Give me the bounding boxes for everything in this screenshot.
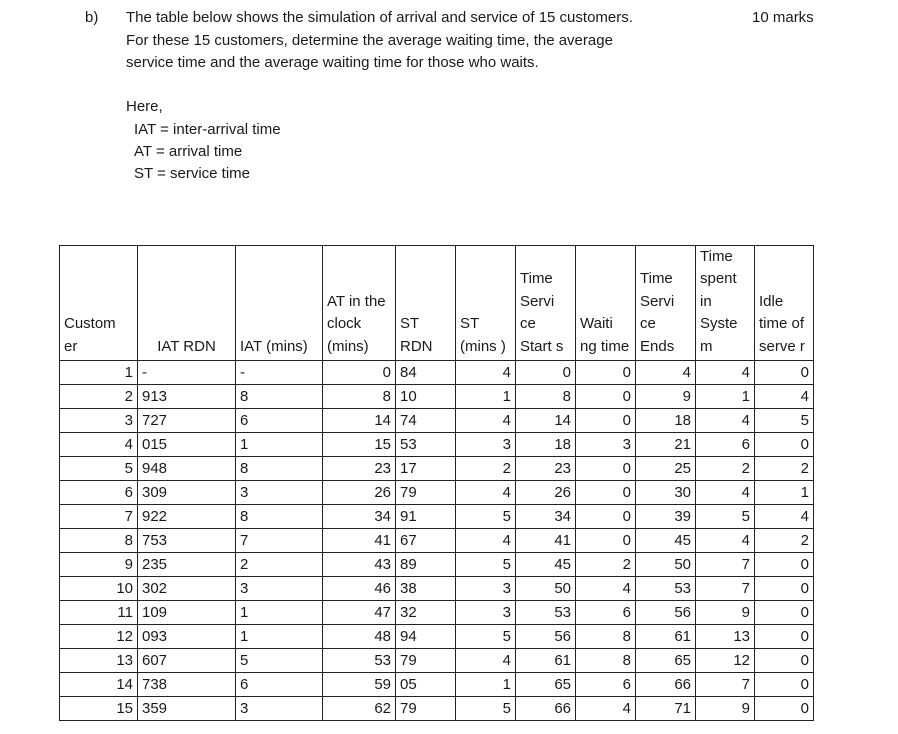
table-cell: 5	[236, 649, 323, 673]
table-cell: 607	[138, 649, 236, 673]
header-waiting-time: Waiti ng time	[576, 246, 636, 361]
definitions-intro: Here,	[126, 98, 163, 115]
table-cell: 3	[236, 697, 323, 721]
table-cell: 41	[323, 529, 396, 553]
table-cell: 15	[323, 433, 396, 457]
table-cell: 2	[696, 457, 755, 481]
table-cell: 84	[396, 361, 456, 385]
header-customer: Custom er	[60, 246, 138, 361]
table-cell: 41	[516, 529, 576, 553]
table-cell: 5	[456, 625, 516, 649]
table-cell: 8	[236, 385, 323, 409]
table-cell: 0	[576, 529, 636, 553]
table-cell: 3	[456, 433, 516, 457]
table-cell: 4	[755, 505, 814, 529]
table-cell: 4	[696, 361, 755, 385]
table-cell: -	[236, 361, 323, 385]
table-cell: 23	[323, 457, 396, 481]
table-cell: 359	[138, 697, 236, 721]
table-cell: 0	[576, 361, 636, 385]
table-cell: 45	[636, 529, 696, 553]
header-idle-time: Idle time of serve r	[755, 246, 814, 361]
table-cell: 7	[696, 553, 755, 577]
table-cell: 5	[456, 505, 516, 529]
table-cell: 53	[323, 649, 396, 673]
table-cell: 738	[138, 673, 236, 697]
table-cell: 1	[456, 385, 516, 409]
marks-label: 10 marks	[752, 9, 814, 26]
table-cell: 48	[323, 625, 396, 649]
table-cell: 109	[138, 601, 236, 625]
table-row	[60, 529, 814, 553]
table-cell: 1	[236, 601, 323, 625]
table-cell: 235	[138, 553, 236, 577]
table-cell: 4	[456, 649, 516, 673]
table-cell: 0	[755, 553, 814, 577]
table-cell: 13	[60, 649, 138, 673]
table-cell: 34	[323, 505, 396, 529]
table-cell: 0	[755, 361, 814, 385]
table-cell: 0	[755, 577, 814, 601]
table-cell: 0	[755, 433, 814, 457]
table-cell: 65	[636, 649, 696, 673]
table-cell: 26	[323, 481, 396, 505]
table-cell: 2	[236, 553, 323, 577]
table-row	[60, 649, 814, 673]
table-cell: 7	[696, 673, 755, 697]
table-cell: 32	[396, 601, 456, 625]
table-cell: 5	[60, 457, 138, 481]
table-cell: 6	[696, 433, 755, 457]
table-cell: 302	[138, 577, 236, 601]
table-header-row	[60, 246, 814, 361]
table-cell: 50	[636, 553, 696, 577]
table-cell: 0	[516, 361, 576, 385]
table-cell: 9	[636, 385, 696, 409]
table-cell: 1	[696, 385, 755, 409]
table-cell: 14	[323, 409, 396, 433]
table-cell: 8	[323, 385, 396, 409]
header-at-clock: AT in the clock (mins)	[323, 246, 396, 361]
table-cell: 53	[396, 433, 456, 457]
table-cell: 2	[456, 457, 516, 481]
table-cell: 11	[60, 601, 138, 625]
definition-iat: IAT = inter-arrival time	[134, 121, 281, 138]
table-cell: 61	[636, 625, 696, 649]
table-cell: 7	[236, 529, 323, 553]
question-label: b)	[85, 9, 99, 26]
table-cell: 2	[576, 553, 636, 577]
table-cell: 1	[236, 625, 323, 649]
table-cell: 71	[636, 697, 696, 721]
table-row	[60, 481, 814, 505]
table-cell: 14	[516, 409, 576, 433]
table-cell: 3	[576, 433, 636, 457]
table-cell: 91	[396, 505, 456, 529]
table-cell: 0	[576, 385, 636, 409]
table-row	[60, 361, 814, 385]
question-text-line-2: For these 15 customers, determine the average waiting time, the average	[126, 32, 613, 49]
header-iat-mins: IAT (mins)	[236, 246, 323, 361]
table-cell: 39	[636, 505, 696, 529]
table-cell: 6	[60, 481, 138, 505]
table-cell: 1	[456, 673, 516, 697]
table-cell: 2	[755, 529, 814, 553]
table-cell: 12	[60, 625, 138, 649]
table-cell: 34	[516, 505, 576, 529]
table-cell: 8	[60, 529, 138, 553]
table-cell: 8	[576, 649, 636, 673]
table-cell: 4	[696, 481, 755, 505]
table-cell: 0	[323, 361, 396, 385]
table-cell: 47	[323, 601, 396, 625]
table-cell: 61	[516, 649, 576, 673]
table-cell: 5	[755, 409, 814, 433]
table-cell: 6	[576, 601, 636, 625]
table-cell: 30	[636, 481, 696, 505]
table-cell: 23	[516, 457, 576, 481]
table-row	[60, 601, 814, 625]
table-cell: 9	[696, 601, 755, 625]
table-cell: 8	[236, 457, 323, 481]
table-row	[60, 385, 814, 409]
table-cell: 79	[396, 649, 456, 673]
table-row	[60, 433, 814, 457]
table-cell: 94	[396, 625, 456, 649]
table-cell: 8	[516, 385, 576, 409]
table-cell: 4	[456, 481, 516, 505]
table-row	[60, 409, 814, 433]
table-cell: 309	[138, 481, 236, 505]
table-cell: 3	[60, 409, 138, 433]
table-cell: 8	[236, 505, 323, 529]
table-cell: 74	[396, 409, 456, 433]
table-cell: 8	[576, 625, 636, 649]
header-st-mins: ST (mins )	[456, 246, 516, 361]
table-cell: 4	[696, 409, 755, 433]
table-cell: 7	[60, 505, 138, 529]
table-cell: 12	[696, 649, 755, 673]
table-cell: 4	[456, 529, 516, 553]
table-row	[60, 457, 814, 481]
table-cell: 0	[755, 649, 814, 673]
table-cell: 4	[60, 433, 138, 457]
table-row	[60, 553, 814, 577]
definition-at: AT = arrival time	[134, 143, 243, 160]
table-cell: 753	[138, 529, 236, 553]
table-cell: 65	[516, 673, 576, 697]
table-cell: 21	[636, 433, 696, 457]
table-cell: 4	[456, 409, 516, 433]
table-cell: 66	[516, 697, 576, 721]
table-cell: 913	[138, 385, 236, 409]
definition-st: ST = service time	[134, 165, 251, 182]
table-cell: 5	[696, 505, 755, 529]
table-cell: 26	[516, 481, 576, 505]
table-cell: 18	[516, 433, 576, 457]
table-cell: 67	[396, 529, 456, 553]
table-cell: 38	[396, 577, 456, 601]
table-cell: 17	[396, 457, 456, 481]
table-cell: 3	[236, 481, 323, 505]
table-cell: 53	[516, 601, 576, 625]
table-cell: 56	[516, 625, 576, 649]
table-cell: 0	[755, 625, 814, 649]
table-cell: 25	[636, 457, 696, 481]
simulation-table	[59, 245, 814, 721]
table-cell: 10	[60, 577, 138, 601]
table-cell: 2	[60, 385, 138, 409]
table-cell: 89	[396, 553, 456, 577]
table-row	[60, 673, 814, 697]
table-cell: 46	[323, 577, 396, 601]
table-cell: 5	[456, 697, 516, 721]
table-cell: 0	[755, 697, 814, 721]
header-service-starts: Time Servi ce Start s	[516, 246, 576, 361]
header-iat-rdn: IAT RDN	[138, 246, 236, 361]
table-cell: 1	[755, 481, 814, 505]
table-cell: 0	[576, 409, 636, 433]
table-cell: 56	[636, 601, 696, 625]
table-cell: 948	[138, 457, 236, 481]
table-cell: 43	[323, 553, 396, 577]
table-cell: 0	[576, 481, 636, 505]
header-service-ends: Time Servi ce Ends	[636, 246, 696, 361]
table-cell: 10	[396, 385, 456, 409]
table-cell: 015	[138, 433, 236, 457]
table-row	[60, 505, 814, 529]
table-cell: 50	[516, 577, 576, 601]
table-cell: 13	[696, 625, 755, 649]
table-cell: 0	[576, 505, 636, 529]
table-cell: 59	[323, 673, 396, 697]
table-cell: 1	[60, 361, 138, 385]
table-cell: 6	[576, 673, 636, 697]
question-text-line-1: The table below shows the simulation of arrival and service of 15 customers.	[126, 9, 633, 26]
table-cell: 3	[236, 577, 323, 601]
table-row	[60, 697, 814, 721]
table-cell: 79	[396, 481, 456, 505]
table-cell: 45	[516, 553, 576, 577]
table-cell: 6	[236, 673, 323, 697]
table-cell: 62	[323, 697, 396, 721]
header-time-in-system: Time spent in Syste m	[696, 246, 755, 361]
table-cell: 922	[138, 505, 236, 529]
table-cell: 1	[236, 433, 323, 457]
table-cell: 2	[755, 457, 814, 481]
table-cell: 7	[696, 577, 755, 601]
table-cell: 79	[396, 697, 456, 721]
table-cell: 727	[138, 409, 236, 433]
table-cell: 093	[138, 625, 236, 649]
table-cell: 4	[696, 529, 755, 553]
table-cell: 9	[696, 697, 755, 721]
table-cell: 3	[456, 601, 516, 625]
table-cell: 4	[576, 577, 636, 601]
table-cell: 9	[60, 553, 138, 577]
table-cell: -	[138, 361, 236, 385]
table-row	[60, 577, 814, 601]
table-cell: 4	[755, 385, 814, 409]
table-cell: 3	[456, 577, 516, 601]
table-cell: 0	[576, 457, 636, 481]
table-cell: 14	[60, 673, 138, 697]
question-text-line-3: service time and the average waiting time for those who waits.	[126, 54, 539, 71]
table-cell: 5	[456, 553, 516, 577]
table-cell: 4	[636, 361, 696, 385]
table-row	[60, 625, 814, 649]
table-cell: 15	[60, 697, 138, 721]
table-cell: 4	[576, 697, 636, 721]
table-cell: 6	[236, 409, 323, 433]
table-cell: 53	[636, 577, 696, 601]
table-cell: 0	[755, 601, 814, 625]
header-st-rdn: ST RDN	[396, 246, 456, 361]
table-cell: 0	[755, 673, 814, 697]
table-cell: 66	[636, 673, 696, 697]
table-cell: 4	[456, 361, 516, 385]
table-cell: 05	[396, 673, 456, 697]
table-cell: 18	[636, 409, 696, 433]
